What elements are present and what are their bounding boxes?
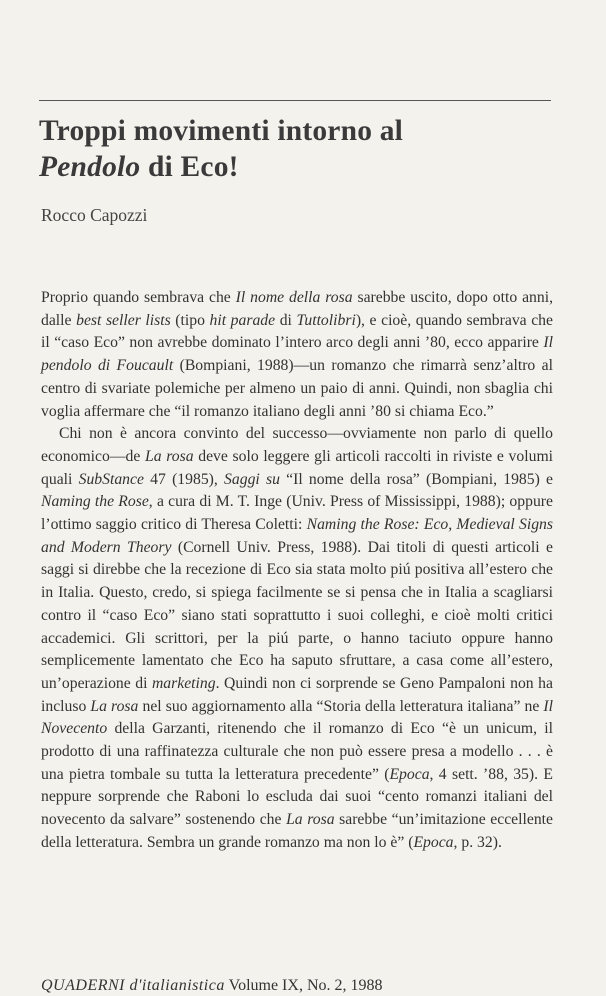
title-line-1: Troppi movimenti intorno al [39,115,404,147]
italic-run: SubStance [78,470,144,488]
text-run: sarebbe “un’imitazione eccellente della letteratura. Sembra un grande romanzo ma non lo è” ( [41,811,553,851]
italic-run: Saggi su [224,470,280,488]
article-body [41,287,553,855]
text-run: Chi non è ancora convinto del successo—ovviamente non parlo di quello economico—de [41,425,553,465]
text-run: (Bompiani, 1988)—un romanzo che rimarrà senz’altro al centro di svariate polemiche per almeno un paio di anni. Quindi, non sbaglia chi voglia affermare che “il romanzo italiano degli anni ’80 si chiama Eco.” [41,357,553,420]
italic-run: hit parade [209,311,276,329]
italic-run: Il Novecento [41,697,553,738]
text-run: ), e cioè, quando sembrava che il “caso Eco” non avrebbe dominato l’intero arco degli anni ’80, ecco apparire [41,311,553,352]
text-run: nel suo aggiornamento alla “Storia della letteratura italiana” ne [138,697,544,715]
text-run: della Garzanti, ritenendo che il romanzo di Eco “è un unicum, il prodotto di una raffinatezza culturale che non può essere presa a modello . . . è una pietra tombale su tutta la letteratura precedente” ( [41,720,553,783]
text-run: deve solo leggere gli articoli raccolti in riviste e volumi quali [41,447,553,488]
paragraph-2 [41,423,553,854]
text-run: sarebbe uscito, dopo otto anni, dalle [41,289,554,329]
text-run: Proprio quando sembrava che [41,289,236,306]
italic-run: Il nome della rosa [235,289,353,306]
volume-info: Volume IX, No. 2, 1988 [224,977,383,994]
text-run: , a cura di M. T. Inge (Univ. Press of Mississippi, 1988); oppure l’ottimo saggio critico di Theresa Coletti: [41,493,553,534]
italic-run: Naming the Rose [41,493,149,511]
paragraph-1 [41,287,553,423]
top-rule [39,100,551,101]
text-run: di [275,311,297,329]
text-run: 47 (1985), [143,470,225,488]
italic-run: La rosa [145,447,194,465]
text-run: (Cornell Univ. Press, 1988). Dai titoli di questi articoli e saggi si direbbe che la recezione di Eco sia stata molto piú positiva all’estero che in Italia. Questo, credo, si spiega facilmente se si pensa che in Italia a scagliarsi contro il “caso Eco” siano stati soprattutto i suoi colleghi, e cioè molti critici accademici. Gli scrittori, per la piú parte, o hanno taciuto oppure hanno semplicemente lamentato che Eco ha saputo sfruttare, a casa come all’estero, un’operazione di [41,538,553,692]
italic-run: Naming the Rose: Eco, Medieval Signs and Modern Theory [41,516,554,556]
text-run: . Quindi non ci sorprende se Geno Pampaloni non ha incluso [41,674,553,715]
italic-run: best seller lists [76,311,171,329]
italic-run: marketing [151,674,216,692]
text-run: , p. 32). [453,833,502,851]
italic-run: Tuttolibri [296,311,356,329]
text-run: , 4 sett. ’88, 35). E neppure sorprende che Raboni lo escluda dai suoi “cento romanzi italiani del novecento da salvare” sostenendo che [41,765,553,829]
title-italic-word: Pendolo [39,151,141,183]
journal-name: QUADERNI d'italianistica [41,977,225,994]
italic-run: La rosa [286,811,335,829]
italic-run: Epoca [413,833,454,851]
page-footer [41,976,383,996]
author-name: Rocco Capozzi [41,205,148,225]
italic-run: Il pendolo di Foucault [41,334,553,375]
title-rest: di Eco! [140,151,239,183]
italic-run: La rosa [90,697,139,715]
article-title [39,113,579,185]
text-run: “Il nome della rosa” (Bompiani, 1985) e [279,470,553,488]
italic-run: Epoca [389,765,430,783]
text-run: (tipo [170,311,210,329]
